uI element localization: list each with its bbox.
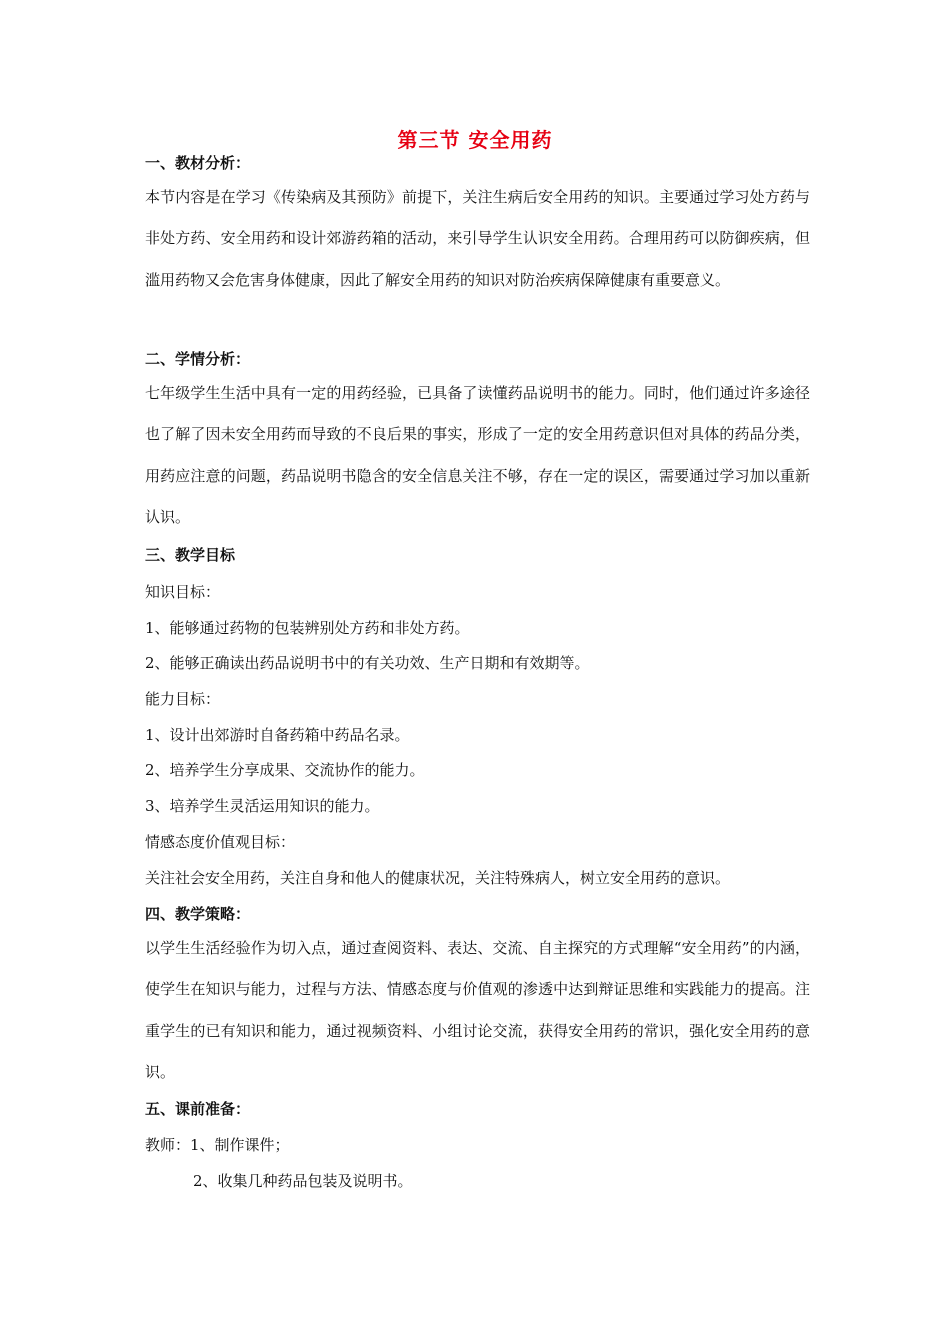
teaching-strategy-paragraph: 以学生生活经验作为切入点，通过查阅资料、表达、交流、自主探究的方式理解“安全用药”的内涵，使学生在知识与能力，过程与方法、情感态度与价值观的渗透中达到辩证思维和实践能力的提高。注重学生的已有知识和能力，通过视频资料、小组讨论交流，获得安全用药的常识，强化安全用药的意识。 [145, 939, 810, 1081]
ability-goals-label: 能力目标： [145, 690, 221, 708]
textbook-analysis-paragraph: 本节内容是在学习《传染病及其预防》前提下，关注生病后安全用药的知识。主要通过学习处方药与非处方药、安全用药和设计郊游药箱的活动，来引导学生认识安全用药。合理用药可以防御疾病，但滥用药物又会危害身体健康，因此了解安全用药的知识对防治疾病保障健康有重要意义。 [145, 188, 810, 289]
section-heading-preparation: 五、课前准备： [145, 1100, 251, 1118]
section-heading-teaching-strategy: 四、教学策略： [145, 905, 251, 923]
ability-goal-item: 1、设计出郊游时自备药箱中药品名录。 [145, 726, 410, 744]
emotion-goals-label: 情感态度价值观目标： [145, 833, 296, 851]
learner-analysis-paragraph: 七年级学生生活中具有一定的用药经验，已具备了读懂药品说明书的能力。同时，他们通过许多途径也了解了因未安全用药而导致的不良后果的事实，形成了一定的安全用药意识但对具体的药品分类，用药应注意的问题，药品说明书隐含的安全信息关注不够，存在一定的误区，需要通过学习加以重新认识。 [145, 384, 810, 526]
ability-goal-item: 3、培养学生灵活运用知识的能力。 [145, 797, 380, 815]
section-heading-learner-analysis: 二、学情分析： [145, 350, 251, 368]
ability-goal-item: 2、培养学生分享成果、交流协作的能力。 [145, 761, 425, 779]
knowledge-goals-label: 知识目标： [145, 583, 221, 601]
page-title: 第三节 安全用药 [397, 128, 553, 152]
knowledge-goal-item: 1、能够通过药物的包装辨别处方药和非处方药。 [145, 619, 470, 637]
section-heading-textbook-analysis: 一、教材分析： [145, 154, 251, 172]
teacher-preparation-line: 2、收集几种药品包装及说明书。 [193, 1172, 413, 1190]
teacher-preparation-line: 教师：1、制作课件； [145, 1136, 290, 1154]
knowledge-goal-item: 2、能够正确读出药品说明书中的有关功效、生产日期和有效期等。 [145, 654, 590, 672]
emotion-goal-text: 关注社会安全用药，关注自身和他人的健康状况，关注特殊病人，树立安全用药的意识。 [145, 869, 731, 887]
section-heading-teaching-goals: 三、教学目标 [145, 546, 236, 564]
